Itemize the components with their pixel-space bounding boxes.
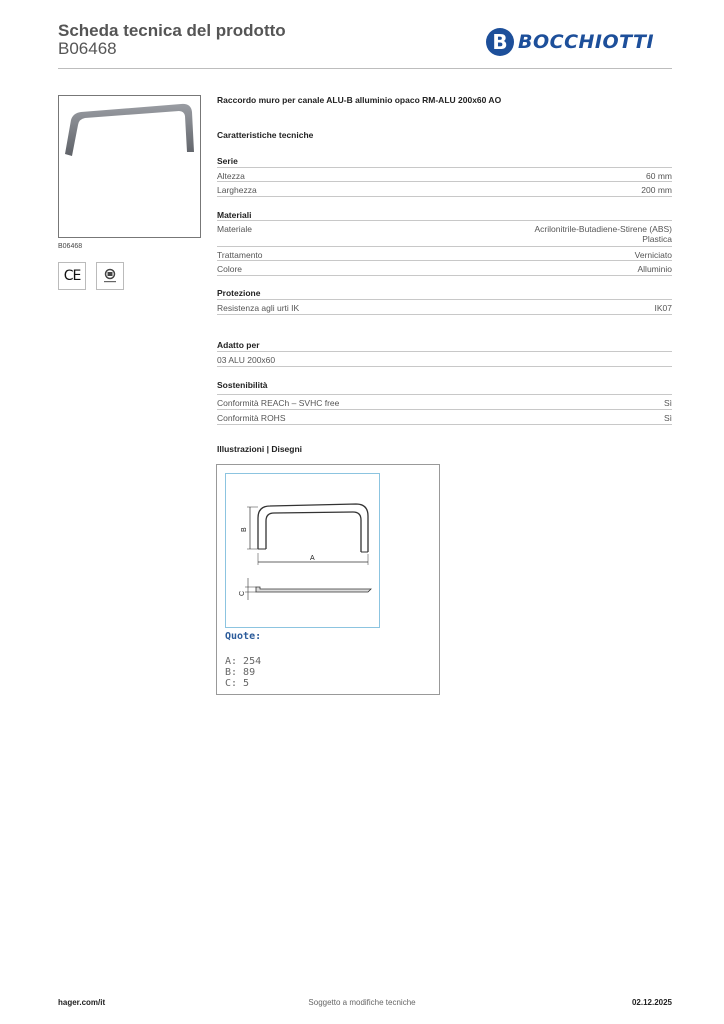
spec-row: Resistenza agli urti IK IK07: [217, 299, 672, 315]
section-illustrazioni: Illustrazioni | Disegni: [217, 444, 303, 454]
product-image-caption: B06468: [58, 243, 83, 250]
header-divider: [58, 68, 672, 69]
page-title: Scheda tecnica del prodotto: [58, 21, 286, 40]
footer-disclaimer: Soggetto a modifiche tecniche: [308, 998, 416, 1007]
spec-row: Larghezza 200 mm: [217, 181, 672, 197]
brand-logo: [486, 28, 654, 56]
product-code: B06468: [58, 39, 117, 58]
section-serie: Serie: [217, 156, 238, 166]
spec-row: Trattamento Verniciato: [217, 246, 672, 260]
technical-drawing-box: [216, 464, 440, 695]
certification-badge-icon: [96, 262, 124, 290]
quote-c: C: 5: [225, 678, 250, 689]
spec-row: Materiale Acrilonitrile-Butadiene-Stirene (ABS) Plastica: [217, 220, 672, 244]
ce-mark: CE: [58, 262, 86, 290]
product-image: [58, 95, 201, 238]
dim-a-label: A: [310, 555, 315, 562]
spec-row: Altezza 60 mm: [217, 167, 672, 181]
section-protezione: Protezione: [217, 288, 261, 298]
spec-row: Colore Alluminio: [217, 260, 672, 276]
section-sostenibilita: Sostenibilità: [217, 380, 268, 390]
brand-name: BOCCHIOTTI: [518, 31, 655, 53]
section-materiali: Materiali: [217, 210, 252, 220]
spec-row: 03 ALU 200x60: [217, 351, 672, 367]
quote-a: A: 254: [225, 656, 262, 667]
spec-row: Conformità ROHS Sì: [217, 409, 672, 425]
brand-logo-mark: B: [486, 28, 514, 56]
footer-date: 02.12.2025: [631, 998, 672, 1007]
spec-row: Conformità REACh – SVHC free Sì: [217, 394, 672, 408]
product-photo-graphic: [59, 96, 200, 237]
quote-b: B: 89: [225, 667, 256, 678]
dim-b-label: B: [241, 527, 248, 532]
technical-drawing: [225, 473, 380, 628]
section-adatto: Adatto per: [217, 340, 260, 350]
footer-website[interactable]: hager.com/it: [58, 998, 106, 1007]
product-description: Raccordo muro per canale ALU-B alluminio opaco RM-ALU 200x60 AO: [217, 95, 502, 105]
quote-title: Quote:: [225, 631, 262, 642]
dim-c-label: C: [239, 590, 246, 596]
specs-heading: Caratteristiche tecniche: [217, 130, 314, 140]
